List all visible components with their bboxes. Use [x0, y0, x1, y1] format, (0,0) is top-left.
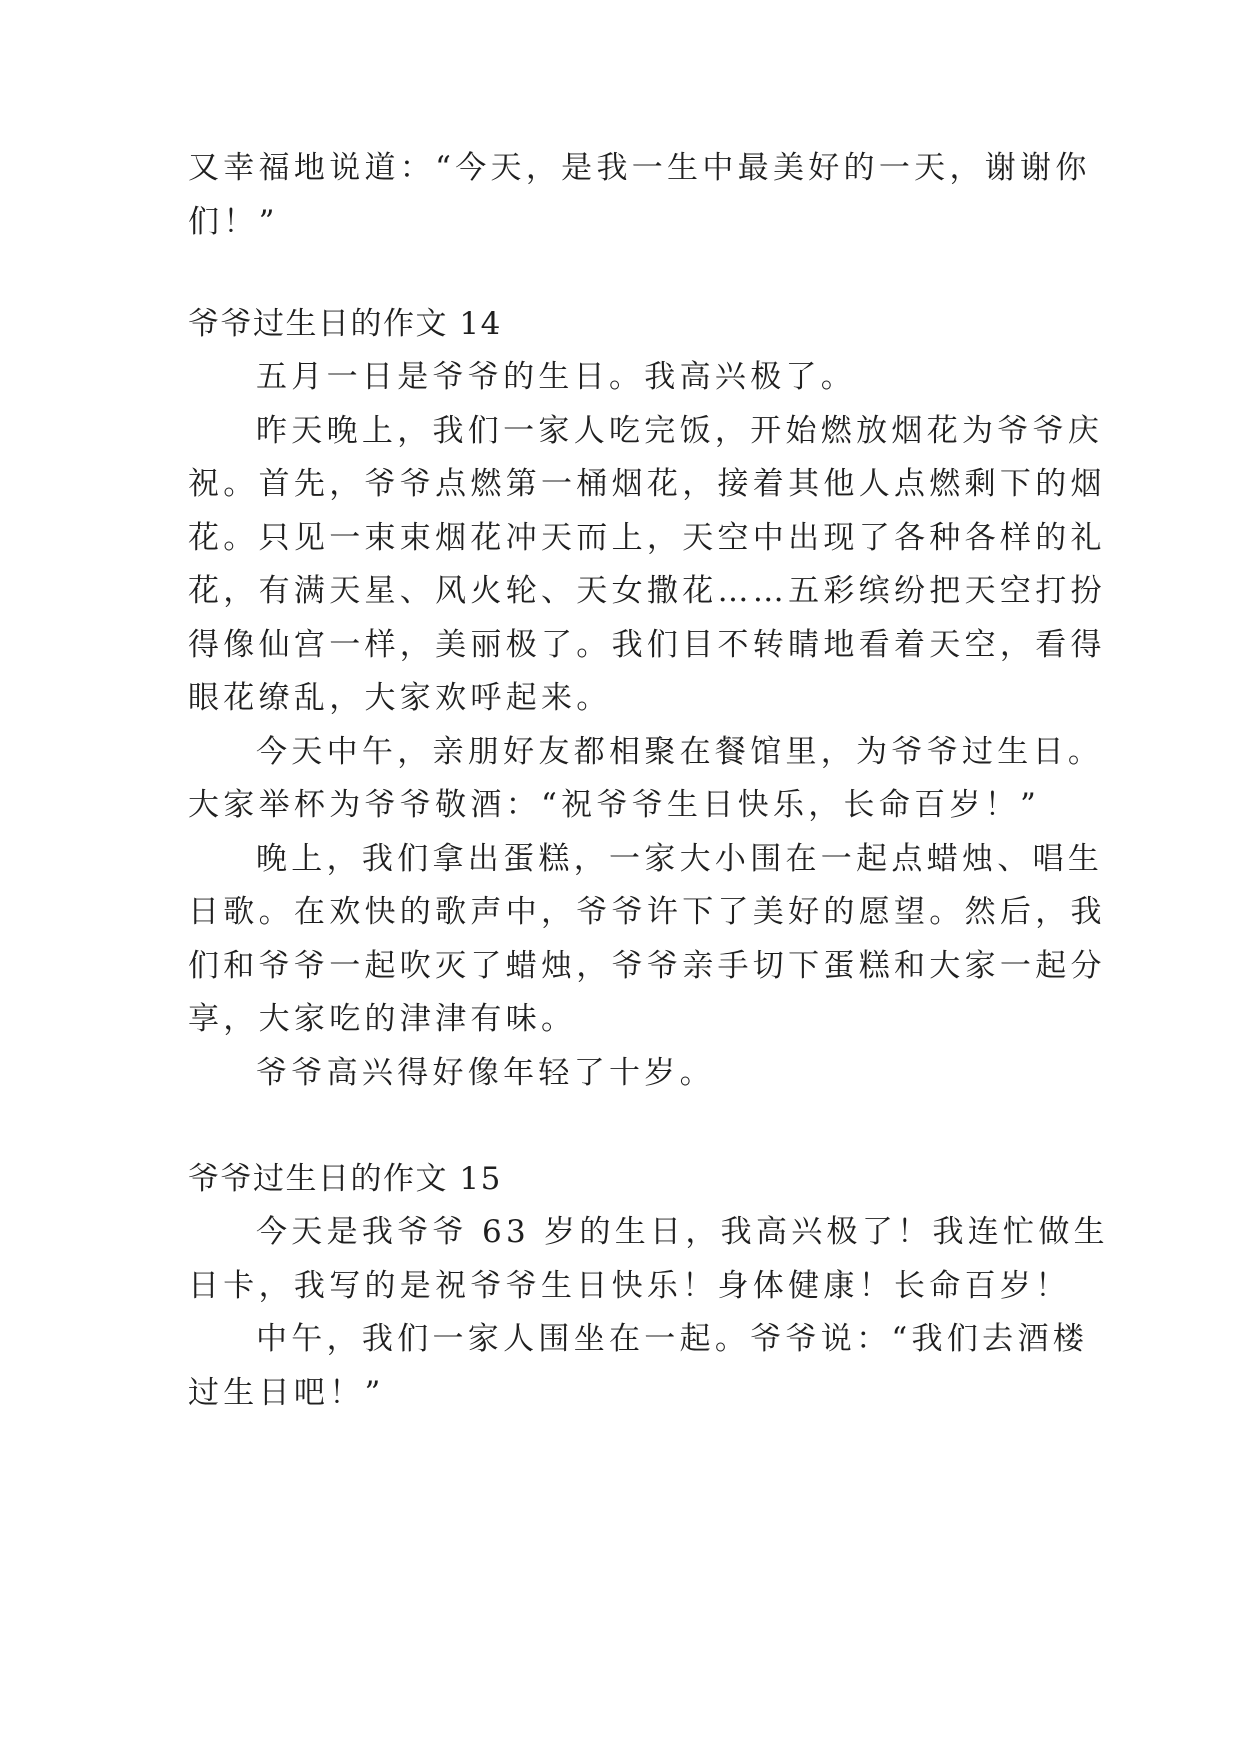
text-line: 花，有满天星、风火轮、天女撒花……五彩缤纷把天空打扮: [188, 573, 1106, 609]
text-line: 爷爷高兴得好像年轻了十岁。: [256, 1055, 715, 1091]
text-line: 享，大家吃的津津有味。: [188, 1001, 577, 1037]
text-line: 昨天晚上，我们一家人吃完饭，开始燃放烟花为爷爷庆: [256, 413, 1104, 449]
text-line: 眼花缭乱，大家欢呼起来。: [188, 680, 612, 716]
text-line: 们！”: [188, 204, 279, 240]
text-line: 晚上，我们拿出蛋糕，一家大小围在一起点蜡烛、唱生: [256, 841, 1104, 877]
essay-heading: 爷爷过生日的作文 14: [188, 306, 502, 342]
essay-heading: 爷爷过生日的作文 15: [188, 1161, 502, 1197]
text-line: 日卡，我写的是祝爷爷生日快乐！身体健康！长命百岁！: [188, 1268, 1071, 1304]
text-line: 们和爷爷一起吹灭了蜡烛，爷爷亲手切下蛋糕和大家一起分: [188, 948, 1106, 984]
text-line: 又幸福地说道：“今天，是我一生中最美好的一天，谢谢你: [188, 150, 1091, 186]
text-line: 得像仙宫一样，美丽极了。我们目不转睛地看着天空，看得: [188, 627, 1106, 663]
text-line: 日歌。在欢快的歌声中，爷爷许下了美好的愿望。然后，我: [188, 894, 1106, 930]
text-line: 今天是我爷爷 63 岁的生日，我高兴极了！我连忙做生: [256, 1214, 1109, 1250]
text-line: 祝。首先，爷爷点燃第一桶烟花，接着其他人点燃剩下的烟: [188, 466, 1106, 502]
text-line: 花。只见一束束烟花冲天而上，天空中出现了各种各样的礼: [188, 520, 1106, 556]
text-line: 过生日吧！”: [188, 1375, 385, 1411]
text-line: 五月一日是爷爷的生日。我高兴极了。: [256, 359, 857, 395]
text-line: 大家举杯为爷爷敬酒：“祝爷爷生日快乐，长命百岁！”: [188, 787, 1041, 823]
text-line: 中午，我们一家人围坐在一起。爷爷说：“我们去酒楼: [256, 1321, 1089, 1357]
text-line: 今天中午，亲朋好友都相聚在餐馆里，为爷爷过生日。: [256, 734, 1104, 770]
